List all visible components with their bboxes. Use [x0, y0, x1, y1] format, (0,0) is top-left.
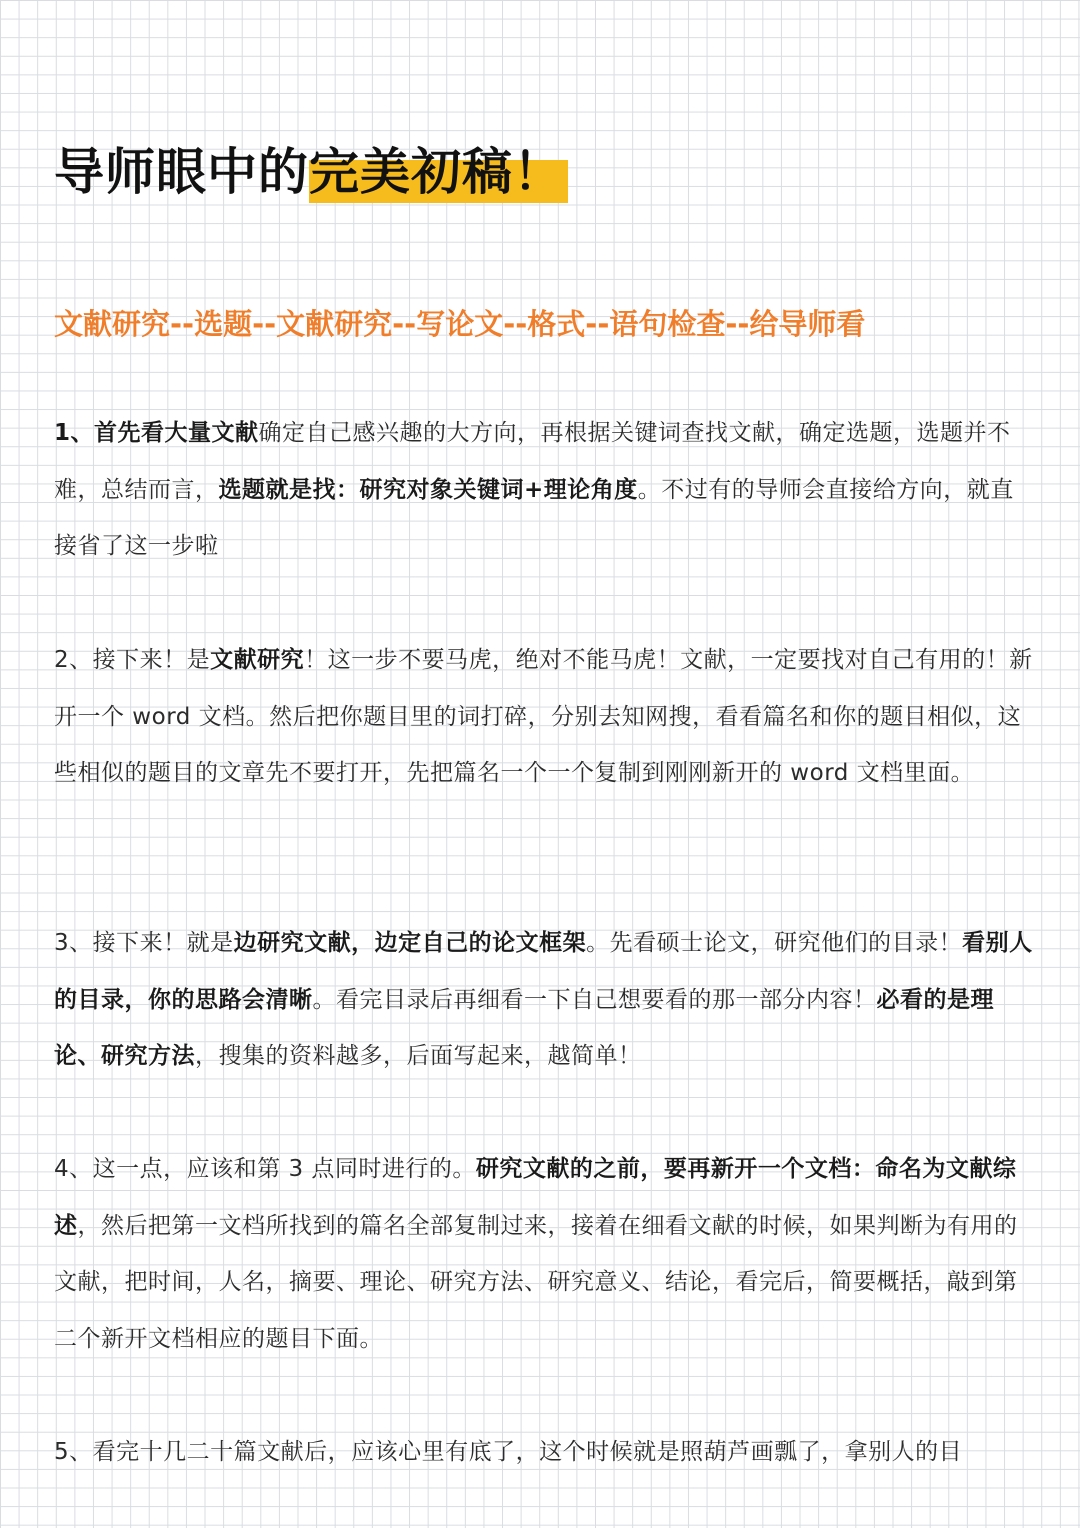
p5-seg-0: 5、看完十几二十篇文献后，应该心里有底了，这个时候就是照葫芦画瓢了，拿别人的目 [54, 1439, 963, 1465]
page-title [54, 140, 568, 204]
p4-seg-0: 4、这一点，应该和第 3 点同时进行的。 [54, 1156, 476, 1182]
p1-seg-1: 确定自己感兴趣的大方向，再根据关键词查找文献，确定选题，选题并不难，总结而言， [54, 420, 1011, 503]
paragraph-4 [54, 1141, 1034, 1367]
p3-seg-3: 看别人的目录，你的思路会清晰 [54, 930, 1033, 1013]
p3-seg-4: 。看完目录后再细看一下自己想要看的那一部分内容！ [312, 986, 877, 1013]
p2-seg-2: ！这一步不要马虎，绝对不能马虎！文献，一定要找对自己有用的！新开一个 word 文档。然后把你题目里的词打碎，分别去知网搜，看看篇名和你的题目相似，这些相似的题目的文章先不要打开，先把篇名一个一个复制到刚刚新开的 word 文档里面。 [54, 647, 1033, 786]
title-highlight: 完美初稿！ [309, 143, 568, 203]
paragraph-5 [54, 1424, 1034, 1481]
p1-seg-3: 。不过有的导师会直接给方向，就直接省了这一步啦 [54, 476, 1014, 559]
paragraph-3 [54, 915, 1034, 1085]
p3-seg-2: 。先看硕士论文，研究他们的目录！ [586, 930, 963, 956]
p3-seg-0: 3、接下来！就是 [54, 930, 234, 956]
paragraph-2 [54, 632, 1034, 802]
p3-seg-6: ，搜集的资料越多，后面写起来，越简单！ [195, 1043, 642, 1069]
p2-seg-1: 文献研究 [210, 647, 305, 673]
p1-seg-2: 选题就是找：研究对象关键词+理论角度 [218, 476, 638, 503]
p1-seg-0: 1、首先看大量文献 [54, 420, 259, 446]
p4-seg-1: 研究文献的之前，要再新开一个文档：命名为文献综述 [54, 1156, 1017, 1239]
title-text: 导师眼中的 [54, 143, 309, 201]
paragraph-1 [54, 405, 1034, 575]
p3-seg-1: 边研究文献，边定自己的论文框架 [233, 930, 587, 956]
p2-seg-0: 2、接下来！是 [54, 647, 211, 673]
p3-seg-5: 必看的是理论、研究方法 [54, 986, 994, 1069]
p4-seg-2: ，然后把第一文档所找到的篇名全部复制过来，接着在细看文献的时候，如果判断为有用的文献，把时间，人名，摘要、理论、研究方法、研究意义、结论，看完后，简要概括，敲到第二个新开文档相应的题目下面。 [54, 1212, 1018, 1352]
workflow-subtitle: 文献研究--选题--文献研究--写论文--格式--语句检查--给导师看 [54, 307, 866, 341]
